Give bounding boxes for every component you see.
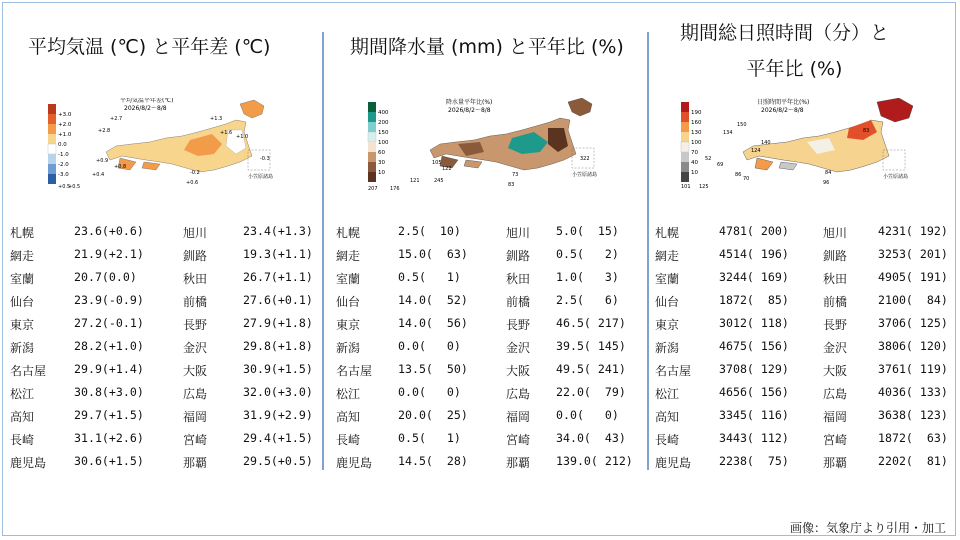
map-title: 平均気温平年差(℃): [120, 98, 174, 104]
city-name: 仙台: [10, 295, 35, 309]
city-name: 名古屋: [655, 364, 692, 378]
map-annotation: -0.2: [190, 170, 200, 176]
panel-title-line2: 平年比 (%): [746, 58, 843, 80]
city-value: 2100( 84): [878, 293, 948, 307]
city-value: 22.0( 79): [556, 385, 626, 399]
legend-swatch: [368, 132, 376, 142]
city-value: 14.0( 52): [398, 293, 468, 307]
table-row: [322, 339, 647, 362]
map-annotation: 70: [743, 176, 750, 182]
city-value: 3806( 120): [878, 339, 948, 353]
legend-label: 70: [691, 150, 698, 156]
map-period: 2026/8/2～8/8: [761, 107, 804, 114]
city-value: 29.8(+1.8): [243, 339, 313, 353]
city-name: 長野: [506, 318, 531, 332]
map-annotation: 84: [825, 170, 832, 176]
sunshine-panel: [647, 0, 960, 520]
table-row: [322, 316, 647, 339]
city-name: 長野: [823, 318, 848, 332]
city-name: 秋田: [506, 272, 531, 286]
city-value: 19.3(+1.1): [243, 247, 313, 261]
legend-label: 10: [378, 170, 385, 176]
sunshine-map: [677, 98, 939, 192]
map-annotation: 134: [723, 130, 733, 136]
legend-label: +3.0: [58, 112, 72, 118]
table-row: [647, 454, 960, 477]
legend-label: 100: [378, 140, 389, 146]
table-row: [322, 408, 647, 431]
city-name: 広島: [823, 387, 848, 401]
legend-label: -2.0: [58, 162, 69, 168]
city-name: 新潟: [10, 341, 35, 355]
legend-swatch: [368, 152, 376, 162]
city-name: 旭川: [183, 226, 208, 240]
city-name: 旭川: [823, 226, 848, 240]
city-value: 13.5( 50): [398, 362, 468, 376]
city-name: 長野: [183, 318, 208, 332]
city-name: 東京: [655, 318, 680, 332]
legend-swatch: [681, 112, 689, 122]
temperature-map: [40, 98, 300, 192]
legend-swatch: [681, 102, 689, 112]
legend-swatch: [368, 172, 376, 182]
map-annotation: 52: [705, 156, 712, 162]
map-annotation: 83: [863, 128, 870, 134]
city-value: 27.2(-0.1): [74, 316, 144, 330]
legend-label: 40: [691, 160, 698, 166]
city-value: 29.5(+0.5): [243, 454, 313, 468]
city-name: 東京: [336, 318, 361, 332]
city-name: 宮崎: [823, 433, 848, 447]
map-annotation: +0.8: [114, 164, 127, 170]
map-annotation: +0.6: [186, 180, 199, 186]
city-value: 29.7(+1.5): [74, 408, 144, 422]
table-row: [322, 362, 647, 385]
city-value: 27.9(+1.8): [243, 316, 313, 330]
city-value: 26.7(+1.1): [243, 270, 313, 284]
city-value: 30.6(+1.5): [74, 454, 144, 468]
city-name: 宮崎: [506, 433, 531, 447]
city-name: 網走: [10, 249, 35, 263]
map-annotation: 96: [823, 180, 830, 186]
city-value: 29.9(+1.4): [74, 362, 144, 376]
japan-map-figure: [362, 98, 627, 192]
table-row: [322, 385, 647, 408]
precipitation-panel: [322, 0, 647, 520]
map-annotation: 207: [368, 186, 378, 192]
city-name: 那覇: [506, 456, 531, 470]
city-value: 23.6(+0.6): [74, 224, 144, 238]
legend-swatch: [48, 124, 56, 134]
legend-label: 150: [378, 130, 389, 136]
map-annotation: 150: [737, 122, 747, 128]
table-row: [322, 431, 647, 454]
map-annotation: +0.9: [96, 158, 109, 164]
city-value: 30.8(+3.0): [74, 385, 144, 399]
city-name: 名古屋: [10, 364, 47, 378]
city-name: 松江: [336, 387, 361, 401]
city-value: 2238( 75): [719, 454, 789, 468]
legend-label: 400: [378, 110, 389, 116]
japan-map-figure: [677, 98, 939, 192]
map-annotation: 122: [442, 166, 452, 172]
legend-label: 60: [378, 150, 385, 156]
legend-swatch: [48, 164, 56, 174]
legend-label: 100: [691, 140, 702, 146]
city-value: 20.0( 25): [398, 408, 468, 422]
city-name: 室蘭: [336, 272, 361, 286]
legend-swatch: [368, 102, 376, 112]
city-name: 釧路: [183, 249, 208, 263]
table-row: [647, 385, 960, 408]
city-name: 前橋: [506, 295, 531, 309]
city-name: 前橋: [183, 295, 208, 309]
table-row: [0, 431, 322, 454]
city-value: 20.7(0.0): [74, 270, 137, 284]
map-title: 日照時間平年比(%): [757, 99, 810, 106]
city-name: 福岡: [506, 410, 531, 424]
city-value: 0.5( 2): [556, 247, 619, 261]
legend-label: 200: [378, 120, 389, 126]
city-value: 15.0( 63): [398, 247, 468, 261]
city-value: 30.9(+1.5): [243, 362, 313, 376]
city-name: 高知: [10, 410, 35, 424]
city-value: 39.5( 145): [556, 339, 626, 353]
legend-swatch: [681, 142, 689, 152]
legend-label: -1.0: [58, 152, 69, 158]
city-value: 0.0( 0): [398, 339, 461, 353]
city-name: 大阪: [183, 364, 208, 378]
map-annotation: 83: [508, 182, 515, 188]
map-annotation: 69: [717, 162, 724, 168]
city-value: 3443( 112): [719, 431, 789, 445]
map-annotation: 73: [512, 172, 519, 178]
map-period: 2026/8/2～8/8: [448, 107, 491, 114]
table-row: [322, 293, 647, 316]
panel-title: 平均気温 (℃) と平年差 (℃): [28, 36, 271, 58]
legend-label: 0.0: [58, 142, 67, 148]
city-name: 松江: [10, 387, 35, 401]
city-value: 14.0( 56): [398, 316, 468, 330]
city-value: 0.0( 0): [398, 385, 461, 399]
map-legend: [48, 104, 72, 184]
legend-swatch: [368, 142, 376, 152]
legend-label: 190: [691, 110, 702, 116]
map-annotation: +0.5: [68, 184, 81, 190]
city-value: 28.2(+1.0): [74, 339, 144, 353]
table-row: [0, 293, 322, 316]
city-value: 4675( 156): [719, 339, 789, 353]
city-name: 鹿児島: [10, 456, 47, 470]
map-annotation: 322: [580, 156, 590, 162]
city-name: 鹿児島: [336, 456, 373, 470]
precipitation-map: [362, 98, 627, 192]
city-name: 前橋: [823, 295, 848, 309]
city-name: 長崎: [10, 433, 35, 447]
city-value: 2202( 81): [878, 454, 948, 468]
city-value: 29.4(+1.5): [243, 431, 313, 445]
city-value: 3761( 119): [878, 362, 948, 376]
city-value: 49.5( 241): [556, 362, 626, 376]
map-annotation: +1.0: [236, 134, 249, 140]
map-annotation: 124: [751, 148, 761, 154]
city-value: 2.5( 6): [556, 293, 619, 307]
legend-swatch: [48, 104, 56, 114]
japan-map-figure: [40, 98, 300, 192]
city-value: 27.6(+0.1): [243, 293, 313, 307]
city-value: 34.0( 43): [556, 431, 626, 445]
city-name: 新潟: [336, 341, 361, 355]
city-name: 秋田: [823, 272, 848, 286]
panel-title: 期間降水量 (mm) と平年比 (%): [350, 36, 624, 58]
city-name: 秋田: [183, 272, 208, 286]
city-name: 室蘭: [10, 272, 35, 286]
city-value: 4231( 192): [878, 224, 948, 238]
map-annotation: +2.8: [98, 128, 111, 134]
city-name: 広島: [506, 387, 531, 401]
city-value: 4036( 133): [878, 385, 948, 399]
legend-swatch: [48, 154, 56, 164]
table-row: [0, 339, 322, 362]
map-annotation: 105: [432, 160, 442, 166]
city-name: 那覇: [183, 456, 208, 470]
table-row: [647, 408, 960, 431]
city-name: 名古屋: [336, 364, 373, 378]
map-annotation: +2.7: [110, 116, 123, 122]
temperature-panel: [0, 0, 322, 520]
table-row: [0, 408, 322, 431]
city-value: 3638( 123): [878, 408, 948, 422]
map-annotation: +1.3: [210, 116, 223, 122]
table-row: [0, 247, 322, 270]
city-name: 金沢: [183, 341, 208, 355]
table-row: [0, 362, 322, 385]
legend-swatch: [48, 174, 56, 184]
city-name: 高知: [655, 410, 680, 424]
table-row: [322, 224, 647, 247]
city-name: 金沢: [506, 341, 531, 355]
city-value: 23.4(+1.3): [243, 224, 313, 238]
city-name: 札幌: [655, 226, 680, 240]
city-value: 3345( 116): [719, 408, 789, 422]
legend-swatch: [368, 122, 376, 132]
table-row: [647, 362, 960, 385]
city-value: 21.9(+2.1): [74, 247, 144, 261]
city-name: 仙台: [655, 295, 680, 309]
map-title: 降水量平年比(%): [446, 99, 493, 106]
city-value: 0.5( 1): [398, 270, 461, 284]
legend-swatch: [681, 162, 689, 172]
legend-label: 130: [691, 130, 702, 136]
city-name: 那覇: [823, 456, 848, 470]
city-value: 0.0( 0): [556, 408, 619, 422]
map-annotation: +0.4: [92, 172, 105, 178]
city-value: 1872( 63): [878, 431, 948, 445]
city-name: 宮崎: [183, 433, 208, 447]
city-name: 札幌: [10, 226, 35, 240]
city-name: 新潟: [655, 341, 680, 355]
map-legend: [368, 102, 389, 182]
map-annotation: 245: [434, 178, 444, 184]
map-annotation: 140: [761, 140, 771, 146]
table-row: [647, 316, 960, 339]
table-row: [0, 270, 322, 293]
map-legend: [681, 102, 702, 182]
legend-swatch: [48, 114, 56, 124]
city-value: 31.9(+2.9): [243, 408, 313, 422]
image-credit: 画像：気象庁より引用・加工: [789, 521, 946, 535]
city-name: 仙台: [336, 295, 361, 309]
map-annotation: 176: [390, 186, 400, 192]
city-value: 4656( 156): [719, 385, 789, 399]
city-value: 3706( 125): [878, 316, 948, 330]
city-value: 1.0( 3): [556, 270, 619, 284]
legend-swatch: [681, 172, 689, 182]
inset-label: 小笠原諸島: [883, 174, 909, 180]
city-name: 札幌: [336, 226, 361, 240]
table-row: [647, 224, 960, 247]
map-annotation: +1.6: [220, 130, 233, 136]
table-row: [647, 247, 960, 270]
city-value: 2.5( 10): [398, 224, 461, 238]
map-annotation: -0.3: [260, 156, 270, 162]
city-value: 31.1(+2.6): [74, 431, 144, 445]
legend-swatch: [48, 134, 56, 144]
map-annotation: +0.5: [58, 184, 71, 190]
city-name: 網走: [655, 249, 680, 263]
legend-label: -3.0: [58, 172, 69, 178]
city-value: 3253( 201): [878, 247, 948, 261]
table-row: [647, 270, 960, 293]
inset-label: 小笠原諸島: [248, 174, 274, 180]
city-name: 長崎: [336, 433, 361, 447]
legend-swatch: [368, 112, 376, 122]
legend-label: +1.0: [58, 132, 72, 138]
table-row: [322, 270, 647, 293]
map-annotation: 101: [681, 184, 691, 190]
city-name: 大阪: [506, 364, 531, 378]
city-name: 旭川: [506, 226, 531, 240]
city-value: 4781( 200): [719, 224, 789, 238]
city-value: 4905( 191): [878, 270, 948, 284]
map-period: 2026/8/2～8/8: [124, 105, 167, 112]
table-row: [322, 247, 647, 270]
city-value: 23.9(-0.9): [74, 293, 144, 307]
inset-label: 小笠原諸島: [572, 172, 598, 178]
city-name: 高知: [336, 410, 361, 424]
city-name: 室蘭: [655, 272, 680, 286]
city-name: 広島: [183, 387, 208, 401]
city-name: 釧路: [506, 249, 531, 263]
table-row: [0, 385, 322, 408]
legend-swatch: [368, 162, 376, 172]
city-name: 鹿児島: [655, 456, 692, 470]
city-value: 1872( 85): [719, 293, 789, 307]
legend-label: 10: [691, 170, 698, 176]
table-row: [647, 293, 960, 316]
legend-label: +2.0: [58, 122, 72, 128]
city-value: 14.5( 28): [398, 454, 468, 468]
city-value: 3708( 129): [719, 362, 789, 376]
city-value: 5.0( 15): [556, 224, 619, 238]
table-row: [0, 316, 322, 339]
city-value: 32.0(+3.0): [243, 385, 313, 399]
map-annotation: 121: [410, 178, 420, 184]
city-value: 0.5( 1): [398, 431, 461, 445]
city-name: 松江: [655, 387, 680, 401]
city-name: 長崎: [655, 433, 680, 447]
legend-label: 30: [378, 160, 385, 166]
legend-swatch: [681, 122, 689, 132]
city-name: 網走: [336, 249, 361, 263]
table-row: [647, 431, 960, 454]
city-name: 金沢: [823, 341, 848, 355]
legend-swatch: [48, 144, 56, 154]
city-value: 4514( 196): [719, 247, 789, 261]
city-name: 東京: [10, 318, 35, 332]
table-row: [647, 339, 960, 362]
legend-label: 160: [691, 120, 702, 126]
map-annotation: 125: [699, 184, 709, 190]
panel-title: 期間総日照時間（分）と: [679, 22, 889, 44]
city-name: 大阪: [823, 364, 848, 378]
city-name: 釧路: [823, 249, 848, 263]
city-value: 3012( 118): [719, 316, 789, 330]
city-value: 3244( 169): [719, 270, 789, 284]
map-annotation: 86: [735, 172, 742, 178]
city-value: 139.0( 212): [556, 454, 633, 468]
table-row: [322, 454, 647, 477]
city-name: 福岡: [183, 410, 208, 424]
city-name: 福岡: [823, 410, 848, 424]
table-row: [0, 224, 322, 247]
table-row: [0, 454, 322, 477]
city-value: 46.5( 217): [556, 316, 626, 330]
legend-swatch: [681, 152, 689, 162]
legend-swatch: [681, 132, 689, 142]
